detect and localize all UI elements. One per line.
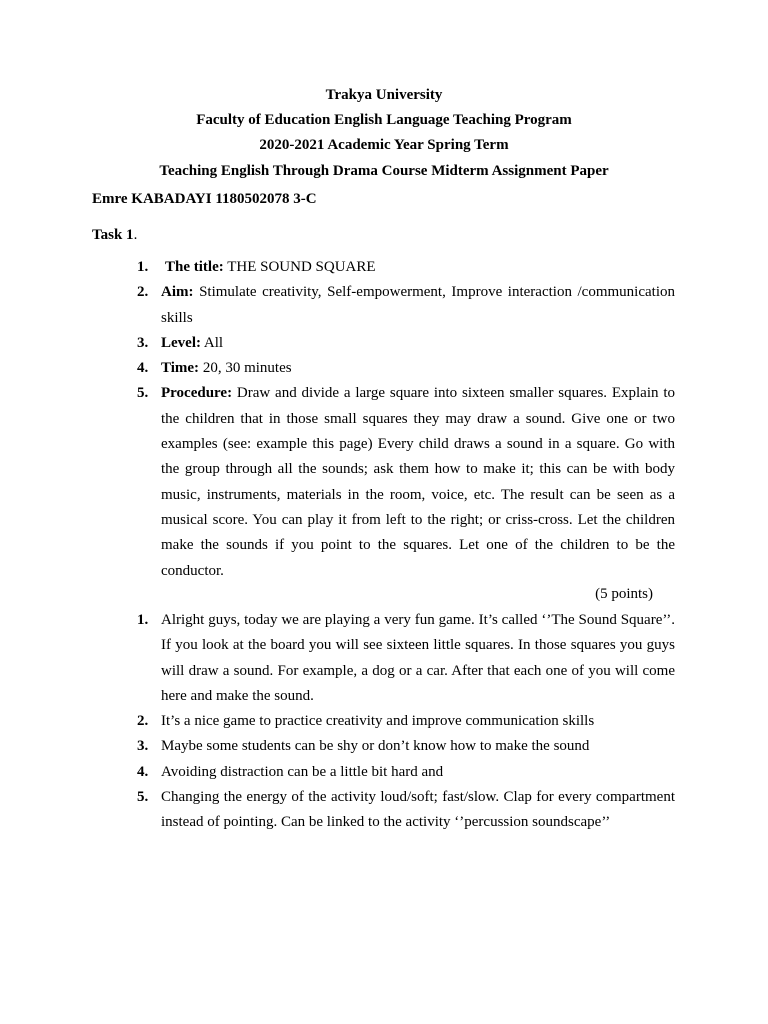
plan-item-number: 4. <box>137 360 149 377</box>
answer-item <box>0 785 675 836</box>
author-line: Emre KABADAYI 1180502078 3-C <box>92 191 317 207</box>
faculty-title: Faculty of Education English Language Teaching Program <box>196 112 572 128</box>
plan-item-level <box>0 331 675 356</box>
answer-item-number: 5. <box>137 789 149 806</box>
answer-item <box>0 709 675 734</box>
answer-item-text: Maybe some students can be shy or don’t know how to make the sound <box>161 738 590 755</box>
answer-item-number: 2. <box>137 713 149 730</box>
plan-item-number: 2. <box>137 284 149 301</box>
plan-item-text: All <box>200 334 224 351</box>
university-title: Trakya University <box>325 87 443 103</box>
answers-list <box>0 608 768 836</box>
task-label: Task 1 <box>92 227 134 243</box>
lesson-plan-list <box>0 255 768 584</box>
answer-item-text: Avoiding distraction can be a little bit hard and <box>161 763 444 780</box>
plan-item-text: Stimulate creativity, Self-empowerment, Improve interaction /communication skills <box>161 284 675 326</box>
answer-item <box>0 760 675 785</box>
plan-item-time <box>0 356 675 381</box>
answer-item-text: Alright guys, today we are playing a very fun game. It’s called ‘’The Sound Square’’. If you look at the board you will see sixteen little squares. In those squares you guys will draw a sound. For example, a dog or a car. After that each one of you will come here and make the sound. <box>161 612 675 704</box>
plan-item-label: Aim: <box>161 284 194 301</box>
term-title: 2020-2021 Academic Year Spring Term <box>259 137 509 153</box>
answer-item-text: It’s a nice game to practice creativity and improve communication skills <box>161 713 595 730</box>
answer-item <box>0 734 675 759</box>
answer-item <box>0 608 675 709</box>
plan-item-label: Time: <box>161 360 200 377</box>
plan-item-aim <box>0 280 675 331</box>
answer-item-text: Changing the energy of the activity loud/soft; fast/slow. Clap for every compartment instead of pointing. Can be linked to the activity ‘’percussion soundscape’’ <box>161 789 675 831</box>
answer-item-number: 1. <box>137 612 149 628</box>
plan-item-number: 1. <box>137 259 149 275</box>
course-title: Teaching English Through Drama Course Midterm Assignment Paper <box>159 163 609 179</box>
task-heading <box>92 226 137 244</box>
plan-item-number: 3. <box>137 334 149 351</box>
answer-item-number: 3. <box>137 738 149 755</box>
plan-item-title <box>0 255 675 280</box>
plan-item-number: 5. <box>137 385 149 402</box>
answer-item-number: 4. <box>137 763 149 780</box>
task-suffix: . <box>133 227 138 243</box>
plan-item-text: 20, 30 minutes <box>199 360 292 377</box>
plan-item-label: Procedure: <box>161 385 233 402</box>
plan-item-text: Draw and divide a large square into sixteen smaller squares. Explain to the children that in those small squares they may draw a sound. Give one or two examples (see: example this page) Every child draws a sound in a square. Go with the group through all the sounds; ask them how to make it; this can be with body music, instruments, materials in the room, voice, etc. The result can be seen as a musical score. You can play it from left to the right; or criss-cross. Let the children make the sounds if you point to the squares. Let one of the children to be the conductor. <box>161 385 675 579</box>
plan-item-label: The title: <box>165 259 224 275</box>
plan-item-text: THE SOUND SQUARE <box>223 259 376 275</box>
plan-item-procedure <box>0 381 675 583</box>
plan-item-label: Level: <box>161 334 201 351</box>
points-label: (5 points) <box>595 586 653 602</box>
